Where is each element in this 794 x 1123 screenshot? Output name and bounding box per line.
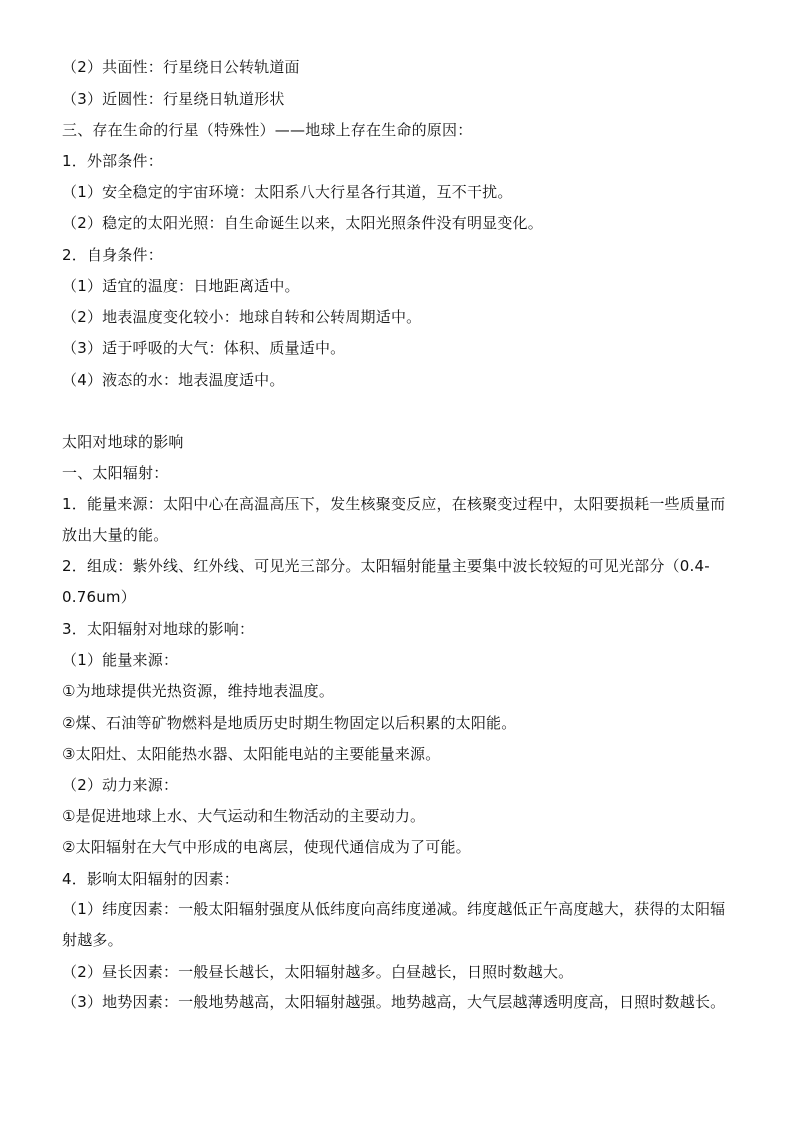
paragraph-terrain-factor: （3）地势因素：一般地势越高，太阳辐射越强。地势越高，大气层越薄透明度高，日照时数越长。 [62,993,726,1011]
text-line-daylength-factor: （2）昼长因素：一般昼长越长，太阳辐射越多。白昼越长，日照时数越大。 [62,963,574,981]
subheading-power-source: （2）动力来源： [62,776,179,794]
text-line-solar-devices: ③太阳灶、太阳能热水器、太阳能电站的主要能量来源。 [62,745,441,763]
paragraph-energy-source: 1．能量来源：太阳中心在高温高压下，发生核聚变反应，在核聚变过程中，太阳要损耗一些质量而放出大量的能。 [62,495,726,544]
section-heading-life-planet: 三、存在生命的行星（特殊性）——地球上存在生命的原因： [62,121,473,139]
section-heading-solar-radiation: 一、太阳辐射： [62,464,169,482]
text-line-liquid-water: （4）液态的水：地表温度适中。 [62,371,285,389]
text-line-near-circularity: （3）近圆性：行星绕日轨道形状 [62,90,285,108]
text-line-safe-environment: （1）安全稳定的宇宙环境：太阳系八大行星各行其道，互不干扰。 [62,183,513,201]
subheading-own-conditions: 2．自身条件： [62,246,163,264]
subheading-energy-source: （1）能量来源： [62,651,179,669]
text-line-small-temperature-change: （2）地表温度变化较小：地球自转和公转周期适中。 [62,308,422,326]
text-line-main-driving-force: ①是促进地球上水、大气运动和生物活动的主要动力。 [62,807,426,825]
subheading-influencing-factors: 4．影响太阳辐射的因素： [62,870,239,888]
text-line-coplanarity: （2）共面性：行星绕日公转轨道面 [62,58,300,76]
paragraph-latitude-factor: （1）纬度因素：一般太阳辐射强度从低纬度向高纬度递减。纬度越低正午高度越大，获得的太阳辐射越多。 [62,900,726,949]
text-line-stable-sunlight: （2）稳定的太阳光照：自生命诞生以来，太阳光照条件没有明显变化。 [62,214,543,232]
section-title-sun-effects: 太阳对地球的影响 [62,433,184,451]
paragraph-composition: 2．组成：紫外线、红外线、可见光三部分。太阳辐射能量主要集中波长较短的可见光部分（0.4-0.76um） [62,557,710,606]
text-line-fossil-fuels: ②煤、石油等矿物燃料是地质历史时期生物固定以后积累的太阳能。 [62,714,517,732]
subheading-external-conditions: 1．外部条件： [62,152,163,170]
text-line-light-heat: ①为地球提供光热资源，维持地表温度。 [62,682,335,700]
text-line-ionosphere: ②太阳辐射在大气中形成的电离层，使现代通信成为了可能。 [62,838,471,856]
subheading-radiation-impact: 3．太阳辐射对地球的影响： [62,620,255,638]
text-line-suitable-temperature: （1）适宜的温度：日地距离适中。 [62,277,300,295]
text-line-breathable-atmosphere: （3）适于呼吸的大气：体积、质量适中。 [62,339,346,357]
